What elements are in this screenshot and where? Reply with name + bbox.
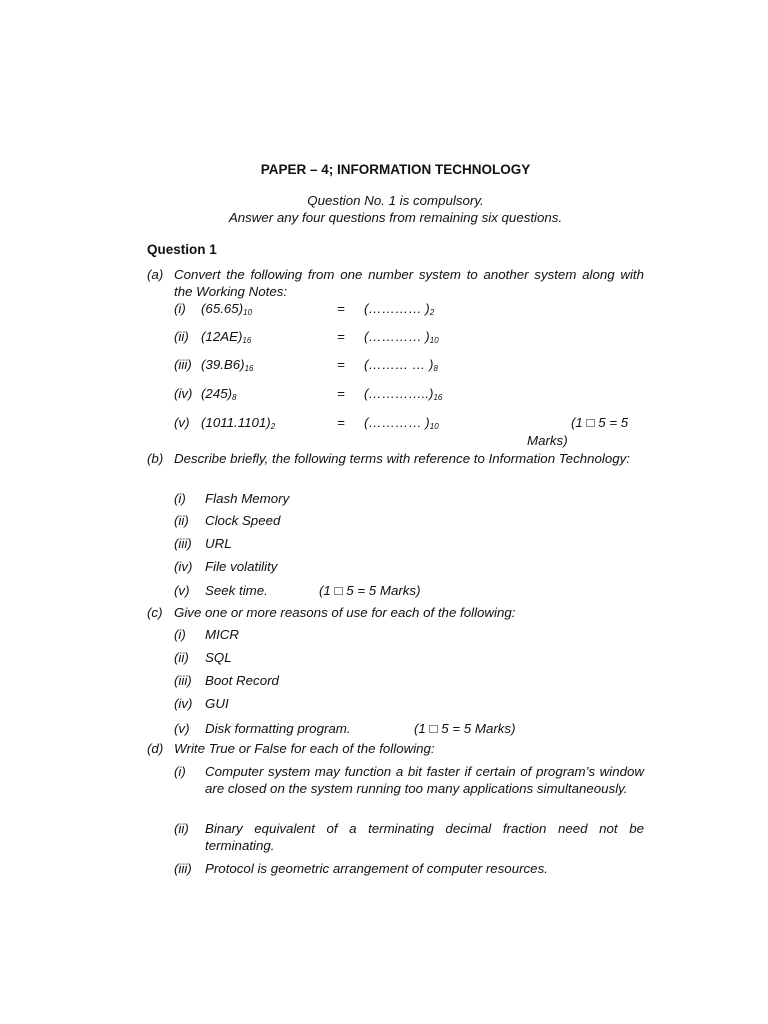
part-d-text: Write True or False for each of the following: xyxy=(174,741,435,756)
row-number: (iv) xyxy=(174,386,193,401)
row-lhs: $(1011.1101)_2$ xyxy=(201,415,276,431)
instruction-compulsory: Question No. 1 is compulsory. xyxy=(307,193,484,208)
part-c-marks: (1 □ 5 = 5 Marks) xyxy=(414,721,516,736)
row-number: (i) xyxy=(174,301,186,316)
part-b-label: (b) xyxy=(147,451,164,466)
document-page: PAPER – 4; INFORMATION TECHNOLOGY Question No. 1 is compulsory. Answer any four questions from remaining six questions. Question 1 (a) Convert the following from one number system to another system along with the Working Notes: (i) $(65.65)_{10}$ = (………… )$_2$ (ii) $(12AE)_{16}$ = (………… )$_{10}$ (iii) $(39.B6)_{16}$ = (……… … )$_8$ (iv) $(245)_8$ = $(\dots\dots\dots\dots..)_{16}$ (v) $(1011.1101)_2$ = (………… )$_{10}$ (1 □ 5 = 5 Marks) (b) Describe briefly, the following terms with reference to Information Technology: (i) Flash Memory (ii) Clock Speed (iii) URL (iv) File volatility (v) Seek time. (1 □ 5 = 5 Marks) (c) Give one or more reasons of use for each of the following: (i) MICR (ii) SQL (iii) Boot Record (iv) GUI (v) Disk formatting program. (1 □ 5 = 5 Marks) (d) Write True or False for each of the following: (i) Computer system may function a bit faster if certain of program’s window are closed on the system running too many applications simultaneously. (ii) Binary equivalent of a terminating decimal fraction need not be terminating. (iii) Protocol is geometric arrangement of computer resources. xyxy=(147,162,644,876)
row-equals: = xyxy=(337,329,345,344)
part-b-marks: (1 □ 5 = 5 Marks) xyxy=(319,583,421,598)
row-equals: = xyxy=(337,386,345,401)
instruction-choice: Answer any four questions from remaining six questions. xyxy=(228,210,563,225)
conversion-row xyxy=(174,300,644,317)
row-number: (v) xyxy=(174,415,190,430)
row-number: (iii) xyxy=(174,357,192,372)
row-rhs: (………… )$_{10}$ xyxy=(364,415,439,431)
part-a-marks: (1 □ 5 = 5 xyxy=(571,415,629,430)
part-c-text: Give one or more reasons of use for each of the following: xyxy=(174,605,516,620)
part-a-text: Convert the following from one number system to another system along with the Working Notes: xyxy=(174,267,644,299)
row-rhs: (……… … )$_8$ xyxy=(364,357,438,373)
row-lhs: $(12AE)_{16}$ xyxy=(201,329,252,345)
part-c-label: (c) xyxy=(147,605,163,620)
part-a-label: (a) xyxy=(147,267,164,282)
row-equals: = xyxy=(337,415,345,430)
conversion-row xyxy=(174,356,644,373)
part-b-text: Describe briefly, the following terms with reference to Information Technology: xyxy=(174,451,631,466)
row-rhs: (………… )$_2$ xyxy=(364,301,435,317)
row-rhs: (………… )$_{10}$ xyxy=(364,329,439,345)
row-number: (ii) xyxy=(174,329,189,344)
question-heading: Question 1 xyxy=(147,242,217,257)
part-a-marks-cont: Marks) xyxy=(527,433,568,448)
instructions xyxy=(147,192,644,226)
conversion-row xyxy=(174,385,644,402)
row-equals: = xyxy=(337,357,345,372)
row-lhs: $(39.B6)_{16}$ xyxy=(201,357,254,373)
paper-title: PAPER – 4; INFORMATION TECHNOLOGY xyxy=(260,162,531,177)
conversion-row xyxy=(174,328,644,345)
row-lhs: $(245)_8$ xyxy=(201,386,237,402)
row-equals: = xyxy=(337,301,345,316)
row-rhs: $(\dots\dots\dots\dots..)_{16}$ xyxy=(364,386,443,402)
part-d-label: (d) xyxy=(147,741,164,756)
row-lhs: $(65.65)_{10}$ xyxy=(201,301,253,317)
